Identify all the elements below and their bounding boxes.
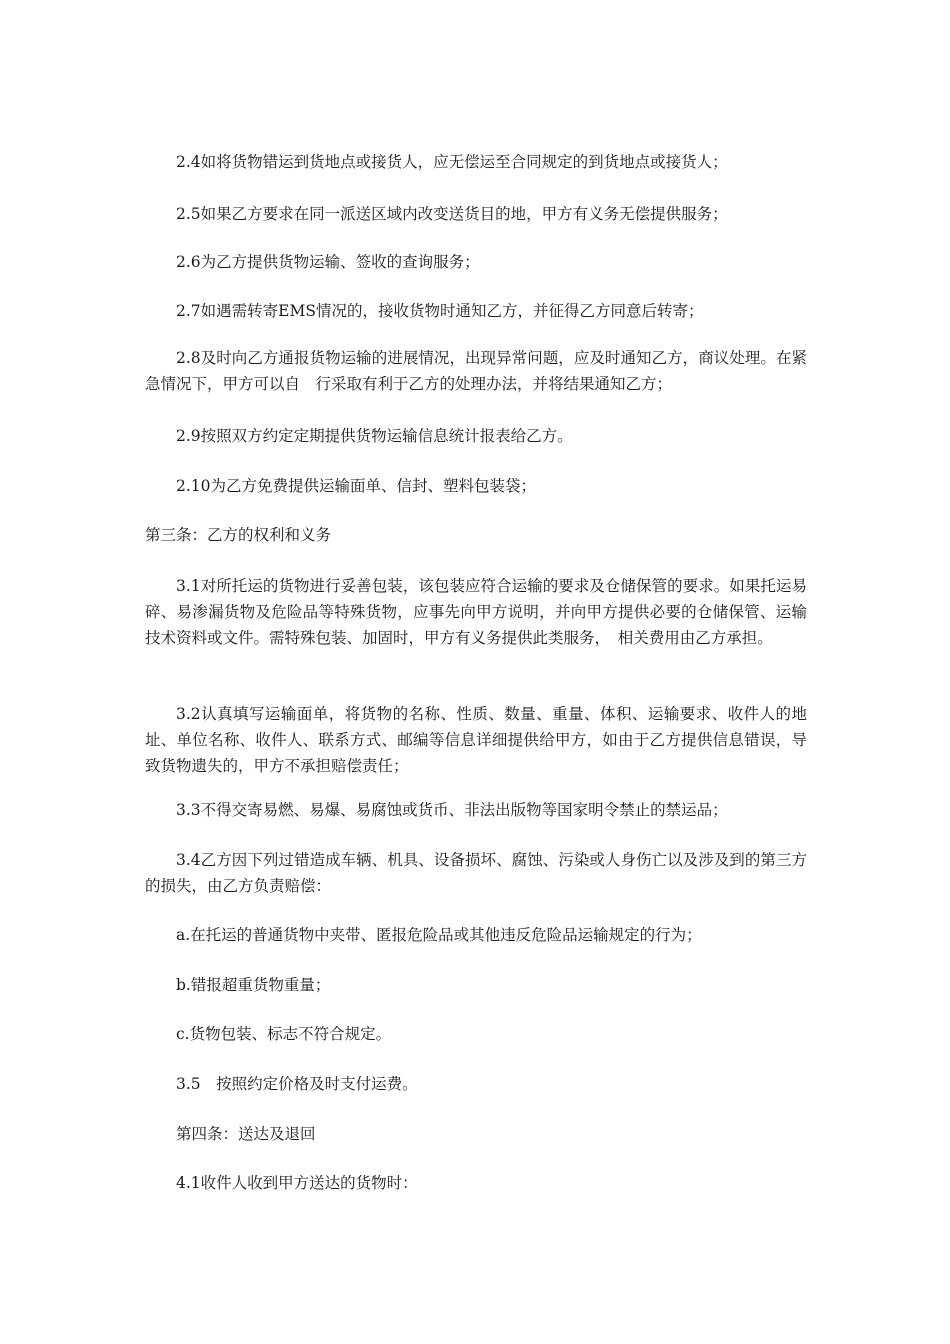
clause-2-10: 2.10为乙方免费提供运输面单、信封、塑料包装袋； [176, 477, 537, 495]
clause-3-4: 3.4乙方因下列过错造成车辆、机具、设备损坏、腐蚀、污染或人身伤亡以及涉及到的第三方的损失，由乙方负责赔偿： [145, 851, 807, 895]
clause-3-1: 3.1对所托运的货物进行妥善包装，该包装应符合运输的要求及仓储保管的要求。如果托运易碎、易渗漏货物及危险品等特殊货物，应事先向甲方说明，并向甲方提供必要的仓储保管、运输技术资料或文件。需特殊包装、加固时，甲方有义务提供此类服务， 相关费用由乙方承担。 [145, 577, 807, 647]
clause-3-5: 3.5 按照约定价格及时支付运费。 [176, 1075, 418, 1093]
clause-4-1: 4.1收件人收到甲方送达的货物时： [176, 1174, 418, 1192]
clause-2-6: 2.6为乙方提供货物运输、签收的查询服务； [176, 253, 480, 271]
clause-3-4-c: c.货物包装、标志不符合规定。 [176, 1025, 392, 1043]
clause-2-5: 2.5如果乙方要求在同一派送区域内改变送货目的地，甲方有义务无偿提供服务； [176, 205, 728, 223]
clause-2-9: 2.9按照双方约定定期提供货物运输信息统计报表给乙方。 [176, 427, 573, 445]
clause-2-8: 2.8及时向乙方通报货物运输的进展情况，出现异常问题，应及时通知乙方，商议处理。在紧急情况下，甲方可以自 行采取有利于乙方的处理办法，并将结果通知乙方； [145, 349, 807, 393]
clause-3-4-b: b.错报超重货物重量； [176, 976, 331, 994]
clause-3-4-a: a.在托运的普通货物中夹带、匿报危险品或其他违反危险品运输规定的行为； [176, 926, 702, 944]
article-4-heading: 第四条：送达及退回 [176, 1125, 316, 1143]
article-3-heading: 第三条：乙方的权利和义务 [145, 526, 332, 544]
clause-3-3: 3.3不得交寄易燃、易爆、易腐蚀或货币、非法出版物等国家明令禁止的禁运品； [176, 801, 728, 819]
clause-2-4: 2.4如将货物错运到货地点或接货人，应无偿运至合同规定的到货地点或接货人； [176, 153, 728, 171]
clause-2-7: 2.7如遇需转寄EMS情况的，接收货物时通知乙方，并征得乙方同意后转寄； [176, 302, 704, 320]
clause-3-2: 3.2认真填写运输面单，将货物的名称、性质、数量、重量、体积、运输要求、收件人的地址、单位名称、收件人、联系方式、邮编等信息详细提供给甲方，如由于乙方提供信息错误，导致货物遗失的，甲方不承担赔偿责任； [145, 705, 807, 775]
